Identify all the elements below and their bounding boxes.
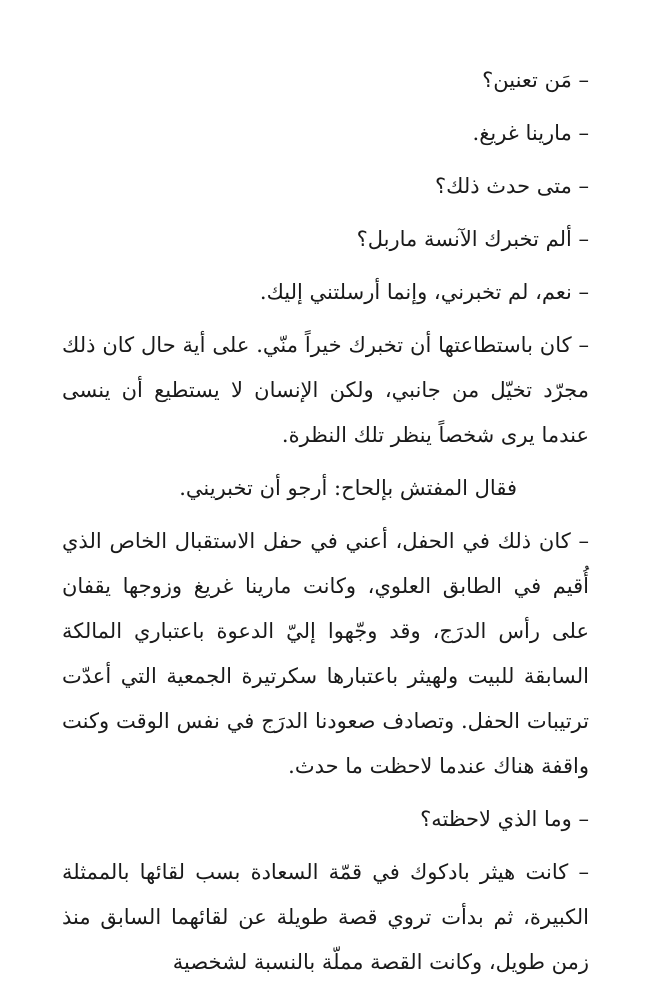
- paragraph-heather: – كانت هيثر بادكوك في قمّة السعادة بسب لقائها بالممثلة الكبيرة، ثم بدأت تروي قصة طويلة عن لقائهما السابق منذ زمن طويل، وكانت القصة مملّة بالنسبة لشخصية: [62, 860, 589, 974]
- dialogue-line-when: – متى حدث ذلك؟: [435, 174, 589, 198]
- paragraph-party: – كان ذلك في الحفل، أعني في حفل الاستقبال الخاص الذي أُقيم في الطابق العلوي، وكانت مارينا غريغ وزوجها يقفان على رأس الدرَج، وقد وجّهوا إليّ الدعوة باعتباري المالكة السابقة للبيت ولهيثر باعتبارها سكرتيرة الجمعية التي أعدّت ترتيبات الحفل. وتصادف صعودنا الدرَج في نفس الوقت وكنت واقفة هناك عندما لاحظت ما حدث.: [62, 529, 589, 778]
- paragraph-imagination: – كان باستطاعتها أن تخبرك خيراً منّي. على أية حال كان ذلك مجرّد تخيّل من جانبي، ولكن الإنسان لا يستطيع أن ينسى عندما يرى شخصاً ينظر تلك النظرة.: [62, 333, 589, 447]
- dialogue-line-who: – مَن تعنين؟: [482, 68, 589, 92]
- dialogue-line-marple: – ألم تخبرك الآنسة ماربل؟: [356, 227, 589, 251]
- dialogue-line-marina: – مارينا غريغ.: [472, 121, 589, 145]
- dialogue-line-sent: – نعم، لم تخبرني، وإنما أرسلتني إليك.: [259, 280, 589, 304]
- paragraph-inspector: فقال المفتش بإلحاح: أرجو أن تخبريني.: [179, 476, 517, 500]
- dialogue-line-what-noticed: – وما الذي لاحظته؟: [420, 807, 589, 831]
